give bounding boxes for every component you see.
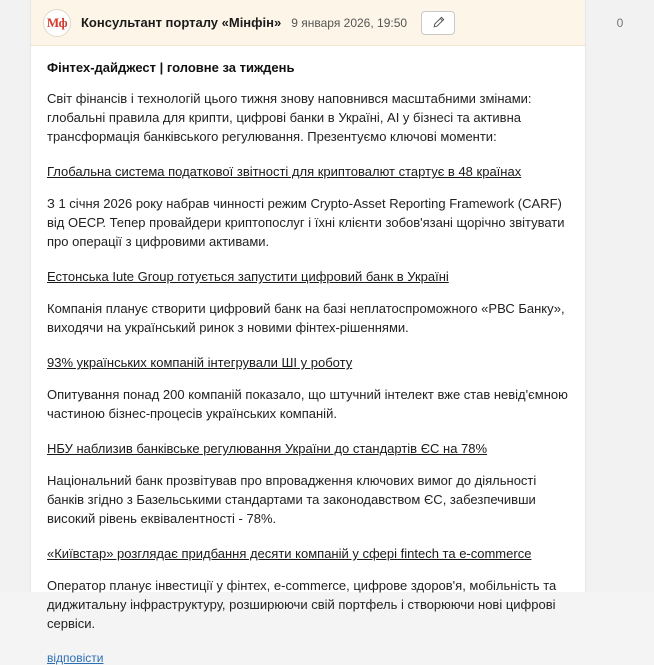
post-header	[31, 0, 585, 46]
post-date: 9 января 2026, 19:50	[291, 15, 408, 30]
pencil-icon	[432, 16, 445, 29]
digest-item	[47, 162, 569, 251]
edit-button[interactable]	[421, 11, 455, 35]
intro-paragraph: Світ фінансів і технологій цього тижня знову наповнився масштабними змінами: глобальні правила для крипти, цифрові банки в Україні, AI у бізнесі та активна трансформація банківського регулювання. Презентуємо ключові моменти:	[47, 91, 532, 144]
digest-item-heading[interactable]: «Київстар» розглядає придбання десяти компаній у сфері fintech та e-commerce	[47, 546, 532, 561]
digest-item	[47, 439, 569, 528]
digest-item-heading[interactable]: Естонська Iute Group готується запустити цифровий банк в Україні	[47, 269, 449, 284]
digest-item-text: Компанія планує створити цифровий банк на базі неплатоспроможного «РВС Банку», виходячи на український ринок з новими фінтех-рішеннями.	[47, 301, 565, 335]
digest-item	[47, 267, 569, 337]
view-counter: 0	[586, 0, 654, 46]
digest-item-heading[interactable]: Глобальна система податкової звітності для криптовалют стартує в 48 країнах	[47, 164, 522, 179]
post-container	[31, 0, 585, 665]
digest-item-text: Опитування понад 200 компаній показало, що штучний інтелект вже став невід'ємною частиною бізнес-процесів українських компаній.	[47, 387, 568, 421]
post-body	[31, 46, 585, 665]
digest-item-text: Національний банк прозвітував про впровадження ключових вимог до діяльності банків згідно з Базельськими стандартами та законодавством ЄС, забезпечивши високий рівень еквівалентності - 78%.	[47, 473, 537, 526]
digest-title	[47, 60, 569, 75]
digest-item	[47, 353, 569, 423]
digest-title-separator: |	[159, 60, 164, 75]
avatar[interactable]	[43, 9, 71, 37]
digest-item-heading[interactable]: НБУ наблизив банківське регулювання України до стандартів ЄС на 78%	[47, 441, 488, 456]
reply-link[interactable]: відповісти	[47, 651, 104, 665]
avatar-initials: Мф	[46, 14, 68, 30]
channel-name[interactable]: Консультант порталу «Мінфін»	[81, 15, 282, 30]
digest-item	[47, 544, 569, 633]
right-gutter	[585, 0, 654, 592]
digest-item-heading[interactable]: 93% українських компаній інтегрували ШІ у роботу	[47, 355, 353, 370]
digest-item-text: Оператор планує інвестиції у фінтех, e-commerce, цифрове здоров'я, мобільність та диджитальну інфраструктуру, розширюючи свій портфель і створюючи нові цифрові сервіси.	[47, 578, 557, 631]
digest-title-sub: головне за тиждень	[166, 60, 295, 75]
left-gutter	[0, 0, 31, 592]
digest-item-text: З 1 січня 2026 року набрав чинності режим Crypto-Asset Reporting Framework (CARF) від ОЕСР. Тепер провайдери криптопослуг і їхні клієнти зобов'язані щорічно звітувати про операції з цифровими активами.	[47, 196, 565, 249]
digest-title-main: Фінтех-дайджест	[47, 60, 156, 75]
